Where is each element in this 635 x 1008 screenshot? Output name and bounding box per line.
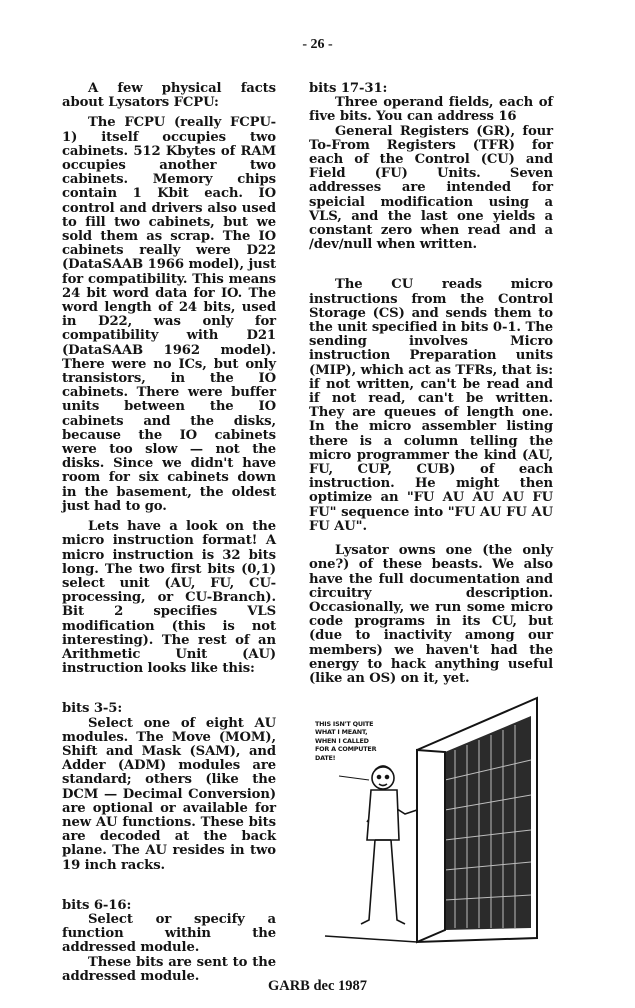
bits-3-5-description: Select one of eight AU modules. The Move (MOM), Shift and Mask (SAM), and Adder (ADM) modules are standard; others (like the DCM — Decimal Conversion) are optional or available for new AU functions. These bits are decoded at the back plane. The AU resides in two 19 inch racks. (62, 715, 276, 873)
cartoon-man (361, 766, 417, 924)
right-column (309, 82, 553, 686)
micro-instruction-paragraph: Lets have a look on the micro instruction format! A micro instruction is 32 bits long. The two first bits (0,1) select unit (AU, FU, CU-processing, or CU-Branch). Bit 2 specifies VLS modification (this is not interesting). The rest of an Arithmetic Unit (AU) instruction looks like this: (62, 519, 276, 677)
bits-6-16-description: Select or specify a function within the addressed module. (62, 911, 276, 956)
cartoon-speech-text: THIS ISN'T QUITE WHAT I MEANT, WHEN I CALLED FOR A COMPUTER DATE! (315, 720, 377, 762)
cu-paragraph: The CU reads micro instructions from the Control Storage (CS) and sends them to the unit specified in bits 0-1. The sending involves Micro instruction Preparation units (MIP), which act as TFRs, that is: if not written, can't be read and if not read, can't be written. They are queues of length one. In the micro assembler listing there is a column telling the micro programmer the kind (AU, FU, CUP, CUB) of each instruction. He might then optimize an "FU AU AU AU FU FU" sequence into "FU AU FU AU FU AU". (309, 277, 553, 534)
left-column (62, 82, 276, 984)
intro-paragraph: A few physical facts about Lysators FCPU: (62, 81, 276, 111)
bits-17-31-heading: bits 17-31: (309, 81, 388, 96)
fcpu-paragraph: The FCPU (really FCPU-1) itself occupies two cabinets. 512 Kbytes of RAM occupies another two cabinets. Memory chips contain 1 Kbit each. IO control and drivers also used to fill two cabinets, but we sold them as scrap. The IO cabinets really were D22 (DataSAAB 1966 model), just for compatibility. This means 24 bit word data for IO. The word length of 24 bits, used in D22, was only for compatibility with D21 (DataSAAB 1962 model). There were no ICs, but only transistors, in the IO cabinets. There were buffer units between the IO cabinets and the disks, because the IO cabinets were too slow — not the disks. Since we didn't have room for six cabinets down in the basement, the oldest just had to go. (62, 115, 276, 514)
bits-6-16-description-2: These bits are sent to the addressed module. (62, 954, 276, 984)
lysator-paragraph: Lysator owns one (the only one?) of these beasts. We also have the full documentation and circuitry description. Occasionally, we run some micro code programs in its CU, but (due to inactivity among our members) we haven't had the energy to hack anything useful (like an OS) on it, yet. (309, 543, 553, 686)
bits-17-31-registers: General Registers (GR), four To-From Registers (TFR) for each of the Control (CU) and Field (FU) Units. Seven addresses are intended for speicial modification using a VLS, and the last one yields a constant zero when read and a /dev/null when written. (309, 123, 553, 253)
bits-3-5-heading: bits 3-5: (62, 701, 123, 717)
bits-17-31-description: Three operand fields, each of five bits. You can address 16 (309, 95, 553, 125)
bits-6-16-heading: bits 6-16: (62, 897, 132, 913)
footer-publication: GARB dec 1987 (267, 978, 368, 994)
page-number: - 26 - (302, 37, 333, 52)
